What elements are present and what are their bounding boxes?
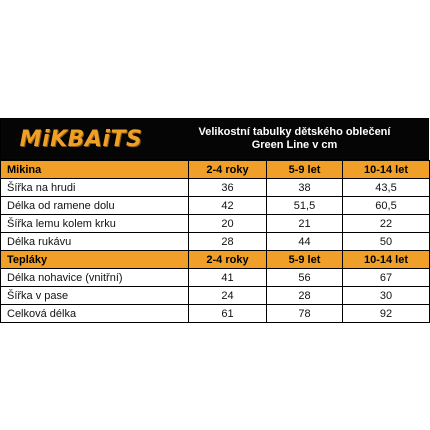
table-cell: 44 <box>267 233 343 251</box>
chart-title <box>161 126 428 152</box>
row-label: Délka od ramene dolu <box>1 197 189 215</box>
section-header-teplaky <box>1 251 430 269</box>
row-label: Šířka lemu kolem krku <box>1 215 189 233</box>
table-cell: 24 <box>189 287 267 305</box>
size-table <box>0 160 430 323</box>
table-cell: 21 <box>267 215 343 233</box>
table-cell: 28 <box>267 287 343 305</box>
table-row <box>1 179 430 197</box>
table-cell: 20 <box>189 215 267 233</box>
table-row <box>1 305 430 323</box>
table-cell: 30 <box>343 287 430 305</box>
table-cell: 36 <box>189 179 267 197</box>
row-label: Délka rukávu <box>1 233 189 251</box>
table-cell: 43,5 <box>343 179 430 197</box>
chart-header <box>0 118 429 160</box>
table-row <box>1 197 430 215</box>
chart-title-line-2: Green Line v cm <box>251 139 338 151</box>
size-heading: 5-9 let <box>267 161 343 179</box>
row-label: Šířka v pase <box>1 287 189 305</box>
size-heading: 10-14 let <box>343 161 430 179</box>
section-name: Tepláky <box>1 251 189 269</box>
brand-logo <box>1 119 161 159</box>
table-cell: 67 <box>343 269 430 287</box>
section-header-mikina <box>1 161 430 179</box>
table-cell: 60,5 <box>343 197 430 215</box>
table-row <box>1 287 430 305</box>
section-name: Mikina <box>1 161 189 179</box>
table-row <box>1 269 430 287</box>
table-cell: 51,5 <box>267 197 343 215</box>
table-cell: 42 <box>189 197 267 215</box>
table-cell: 41 <box>189 269 267 287</box>
table-cell: 78 <box>267 305 343 323</box>
table-cell: 61 <box>189 305 267 323</box>
size-heading: 10-14 let <box>343 251 430 269</box>
size-chart <box>0 118 429 323</box>
row-label: Délka nohavice (vnitřní) <box>1 269 189 287</box>
table-cell: 22 <box>343 215 430 233</box>
size-heading: 2-4 roky <box>189 251 267 269</box>
table-cell: 92 <box>343 305 430 323</box>
table-row <box>1 215 430 233</box>
size-heading: 5-9 let <box>267 251 343 269</box>
row-label: Šířka na hrudi <box>1 179 189 197</box>
table-row <box>1 233 430 251</box>
size-heading: 2-4 roky <box>189 161 267 179</box>
brand-logo-text: MiKBAiTS <box>19 126 143 152</box>
table-cell: 38 <box>267 179 343 197</box>
table-cell: 56 <box>267 269 343 287</box>
chart-title-line-1: Velikostní tabulky dětského oblečení <box>198 126 391 138</box>
table-cell: 28 <box>189 233 267 251</box>
row-label: Celková délka <box>1 305 189 323</box>
table-cell: 50 <box>343 233 430 251</box>
